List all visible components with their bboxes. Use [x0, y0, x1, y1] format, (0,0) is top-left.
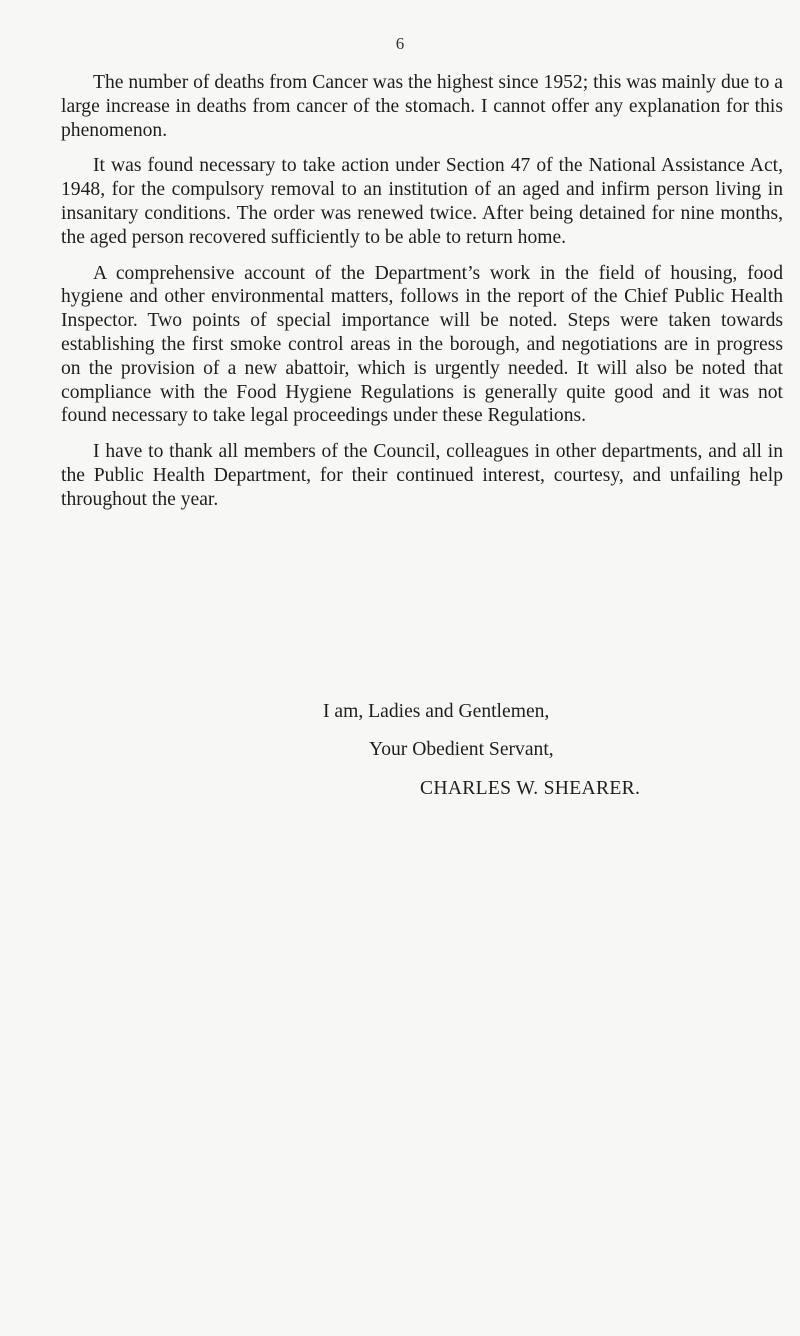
paragraph-national-assistance-act: It was found necessary to take action under Section 47 of the National Assistance Act, 1948, for the compulsory removal to an institution of an aged and infirm person living in insanitary conditions. The order was renewed twice. After being detained for nine months, the aged person recovered sufficiently to be able to return home.: [61, 155, 783, 248]
report-body: [61, 71, 783, 524]
paragraph-cancer-deaths: The number of deaths from Cancer was the highest since 1952; this was mainly due to a large increase in deaths from cancer of the stomach. I cannot offer any explanation for this phenomenon.: [61, 72, 783, 141]
valediction: Your Obedient Servant,: [369, 739, 554, 760]
page-number: 6: [395, 34, 405, 53]
salutation: I am, Ladies and Gentlemen,: [323, 701, 550, 722]
signature-name: CHARLES W. SHEARER.: [420, 778, 641, 799]
paragraph-acknowledgements: I have to thank all members of the Council, colleagues in other departments, and all in the Public Health Department, for their continued interest, courtesy, and unfailing help throughout the year.: [61, 441, 783, 510]
paragraph-environmental-matters: A comprehensive account of the Department’s work in the field of housing, food hygiene and other environmental matters, follows in the report of the Chief Public Health Inspector. Two points of special importance will be noted. Steps were taken towards establishing the first smoke control areas in the borough, and negotiations are in progress on the provision of a new abattoir, which is urgently needed. It will also be noted that compliance with the Food Hygiene Regulations is generally quite good and it was not found necessary to take legal proceedings under these Regulations.: [61, 262, 783, 427]
